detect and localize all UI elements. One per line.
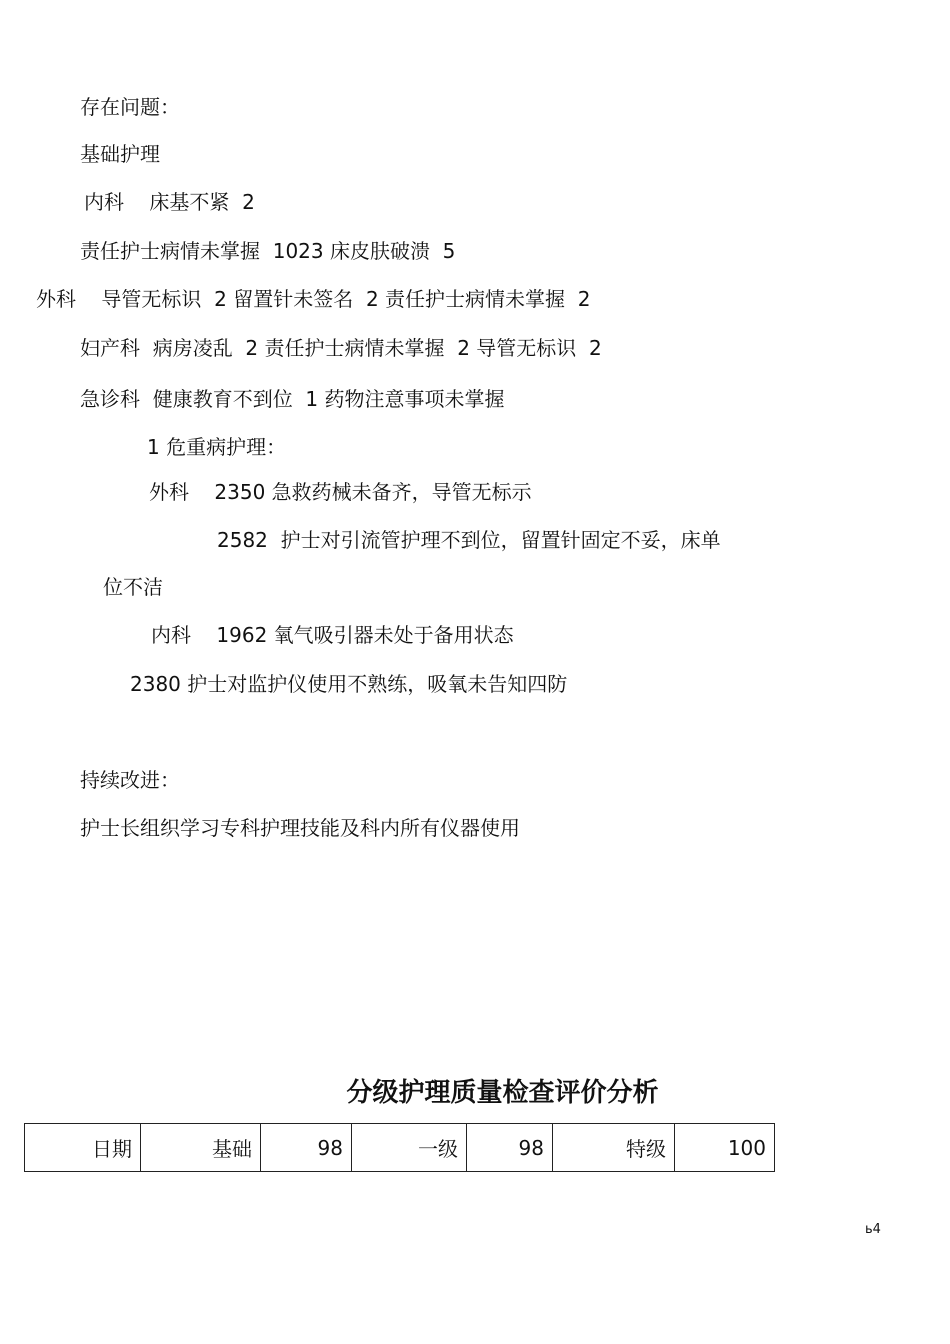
problems-heading: 存在问题： (80, 95, 180, 119)
table-cell-special-score: 100 (675, 1124, 775, 1172)
surgery-line: 外科 导管无标识 2 留置针未签名 2 责任护士病情未掌握 2 (36, 287, 591, 311)
internal-medicine-line-2: 责任护士病情未掌握 1023 床皮肤破溃 5 (80, 239, 456, 263)
analysis-table (24, 1123, 775, 1172)
critical-surgery-line-2: 2582 护士对引流管护理不到位，留置针固定不妥，床单 (217, 528, 721, 552)
critical-internal-line: 内科 1962 氧气吸引器未处于备用状态 (151, 623, 514, 647)
internal-medicine-line: 内科 床基不紧 2 (84, 190, 255, 214)
improvement-text: 护士长组织学习专科护理技能及科内所有仪器使用 (80, 816, 520, 840)
table-row (25, 1124, 775, 1172)
improvement-heading: 持续改进： (80, 768, 180, 792)
table-cell-special: 特级 (553, 1124, 675, 1172)
table-cell-date: 日期 (25, 1124, 141, 1172)
page-number: ь4 (865, 1222, 881, 1237)
emergency-line: 急诊科 健康教育不到位 1 药物注意事项未掌握 (80, 387, 505, 411)
table-cell-level-one-score: 98 (467, 1124, 553, 1172)
obgyn-line: 妇产科 病房凌乱 2 责任护士病情未掌握 2 导管无标识 2 (80, 336, 602, 360)
critical-internal-line-2: 2380 护士对监护仪使用不熟练，吸氧未告知四防 (130, 672, 568, 696)
table-cell-basic: 基础 (141, 1124, 261, 1172)
analysis-title: 分级护理质量检查评价分析 (346, 1078, 659, 1108)
critical-surgery-line-3: 位不洁 (103, 575, 163, 599)
table-cell-basic-score: 98 (261, 1124, 352, 1172)
critical-surgery-line: 外科 2350 急救药械未备齐，导管无标示 (149, 480, 532, 504)
basic-care-heading: 基础护理 (80, 142, 160, 166)
critical-care-heading: 1 危重病护理： (147, 435, 287, 459)
table-cell-level-one: 一级 (352, 1124, 467, 1172)
